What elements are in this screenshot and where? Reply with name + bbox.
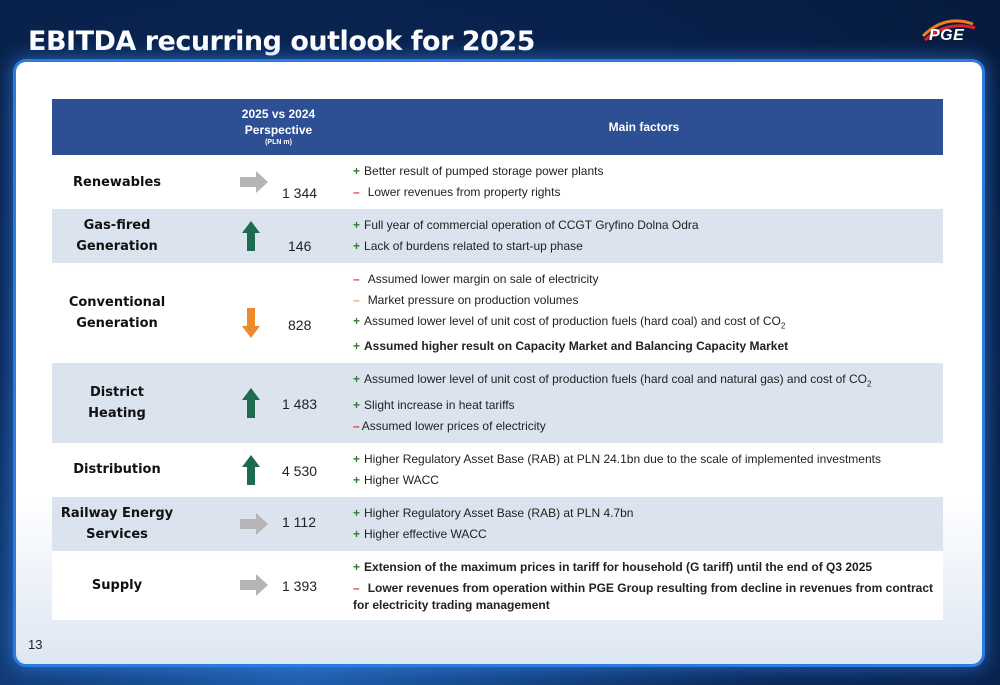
- table-row-district-heating: [52, 363, 943, 442]
- segment-name-line2: Services: [86, 526, 148, 542]
- arrow-right-icon: [240, 574, 268, 596]
- table-row-renewables: [52, 155, 943, 209]
- table-row-conventional: [52, 263, 943, 363]
- arrow-down-icon: [242, 308, 260, 338]
- factors-cell: [345, 363, 943, 442]
- page-number: 13: [28, 637, 43, 652]
- table-row-distribution: [52, 443, 943, 497]
- factors-cell: [345, 551, 943, 620]
- segment-name-line1: Railway Energy: [60, 505, 174, 521]
- factor-item: + Full year of commercial operation of CCGT Gryfino Dolna Odra: [353, 218, 699, 232]
- trend-cell: [182, 551, 282, 620]
- arrow-up-icon: [242, 221, 260, 251]
- factor-item: + Extension of the maximum prices in tariff for household (G tariff) until the end of Q3 2025: [353, 559, 873, 574]
- segment-name-line2: Generation: [76, 239, 158, 254]
- header-perspective-unit: (PLN m): [265, 139, 292, 146]
- header-perspective-line1: 2025 vs 2024: [241, 107, 316, 121]
- factor-item: + Lack of burdens related to start-up phase: [353, 239, 583, 253]
- perspective-value: 828: [282, 263, 345, 363]
- pge-logo: [915, 12, 985, 52]
- factor-item: + Better result of pumped storage power plants: [353, 164, 604, 178]
- segment-renewables: [52, 155, 182, 209]
- factor-item: – Market pressure on production volumes: [353, 293, 579, 307]
- table-row-supply: [52, 551, 943, 620]
- factor-item: + Higher Regulatory Asset Base (RAB) at PLN 4.7bn: [353, 505, 634, 520]
- segment-district-heating: [52, 363, 182, 442]
- header-segment-cell: [52, 99, 182, 155]
- factor-item: – Lower revenues from operation within PGE Group resulting from decline in revenues from contract for electricity trading management: [353, 580, 933, 612]
- trend-cell: [182, 263, 282, 363]
- factor-item: + Assumed higher result on Capacity Market and Balancing Capacity Market: [353, 339, 789, 354]
- perspective-value: 1 483: [282, 363, 345, 442]
- factor-item: + Assumed lower level of unit cost of production fuels (hard coal) and cost of $CO_2$: [353, 314, 786, 331]
- header-perspective-line2: Perspective: [244, 123, 313, 137]
- table-header-row: [52, 99, 943, 155]
- segment-supply: [52, 551, 182, 620]
- arrow-right-icon: [240, 513, 268, 535]
- segment-distribution: [52, 443, 182, 497]
- factor-item: – Assumed lower prices of electricity: [353, 418, 546, 433]
- arrow-up-icon: [242, 388, 260, 418]
- header-perspective: [182, 99, 345, 155]
- table-row-gas-fired: [52, 209, 943, 263]
- factor-item: + Slight increase in heat tariffs: [353, 397, 515, 412]
- segment-name-line1: Gas-fired: [83, 218, 151, 233]
- segment-name: Supply: [91, 577, 143, 593]
- segment-name: District Heating: [88, 385, 146, 422]
- segment-name-line2: Generation: [76, 316, 158, 332]
- perspective-value: 146: [282, 209, 345, 263]
- page-title: EBITDA recurring outlook for 2025: [28, 26, 535, 57]
- factor-item: + Higher Regulatory Asset Base (RAB) at PLN 24.1bn due to the scale of implemented investments: [353, 451, 881, 466]
- factors-cell: [345, 263, 943, 363]
- factor-item: + Assumed lower level of unit cost of production fuels (hard coal and natural gas) and cost of $CO_2$: [353, 372, 872, 389]
- arrow-right-icon: [240, 171, 268, 193]
- segment-gas-fired-generation: [52, 209, 182, 263]
- segment-railway-energy-services: [52, 497, 182, 551]
- factors-cell: [345, 155, 943, 209]
- segment-conventional-generation: [52, 263, 182, 363]
- trend-cell: [182, 155, 282, 209]
- perspective-value: 1 112: [282, 497, 345, 551]
- arrow-up-icon: [242, 455, 260, 485]
- factors-cell: [345, 209, 943, 263]
- factors-cell: [345, 443, 943, 497]
- segment-name-line1: Conventional: [68, 295, 166, 311]
- factors-cell: [345, 497, 943, 551]
- perspective-value: 4 530: [282, 443, 345, 497]
- ebitda-outlook-table: [52, 99, 943, 620]
- trend-cell: [182, 363, 282, 442]
- trend-cell: [182, 497, 282, 551]
- factor-item: – Lower revenues from property rights: [353, 185, 561, 199]
- factor-item: + Higher WACC: [353, 472, 439, 487]
- segment-name: Distribution: [73, 462, 161, 478]
- table-row-railway: [52, 497, 943, 551]
- logo-text: PGE: [929, 27, 965, 44]
- segment-name: Renewables: [73, 174, 161, 190]
- perspective-value: 1 344: [282, 155, 345, 209]
- header-main-factors: Main factors: [345, 99, 943, 155]
- perspective-value: 1 393: [282, 551, 345, 620]
- trend-cell: [182, 443, 282, 497]
- factor-item: + Higher effective WACC: [353, 526, 487, 541]
- factor-item: – Assumed lower margin on sale of electricity: [353, 272, 599, 286]
- trend-cell: [182, 209, 282, 263]
